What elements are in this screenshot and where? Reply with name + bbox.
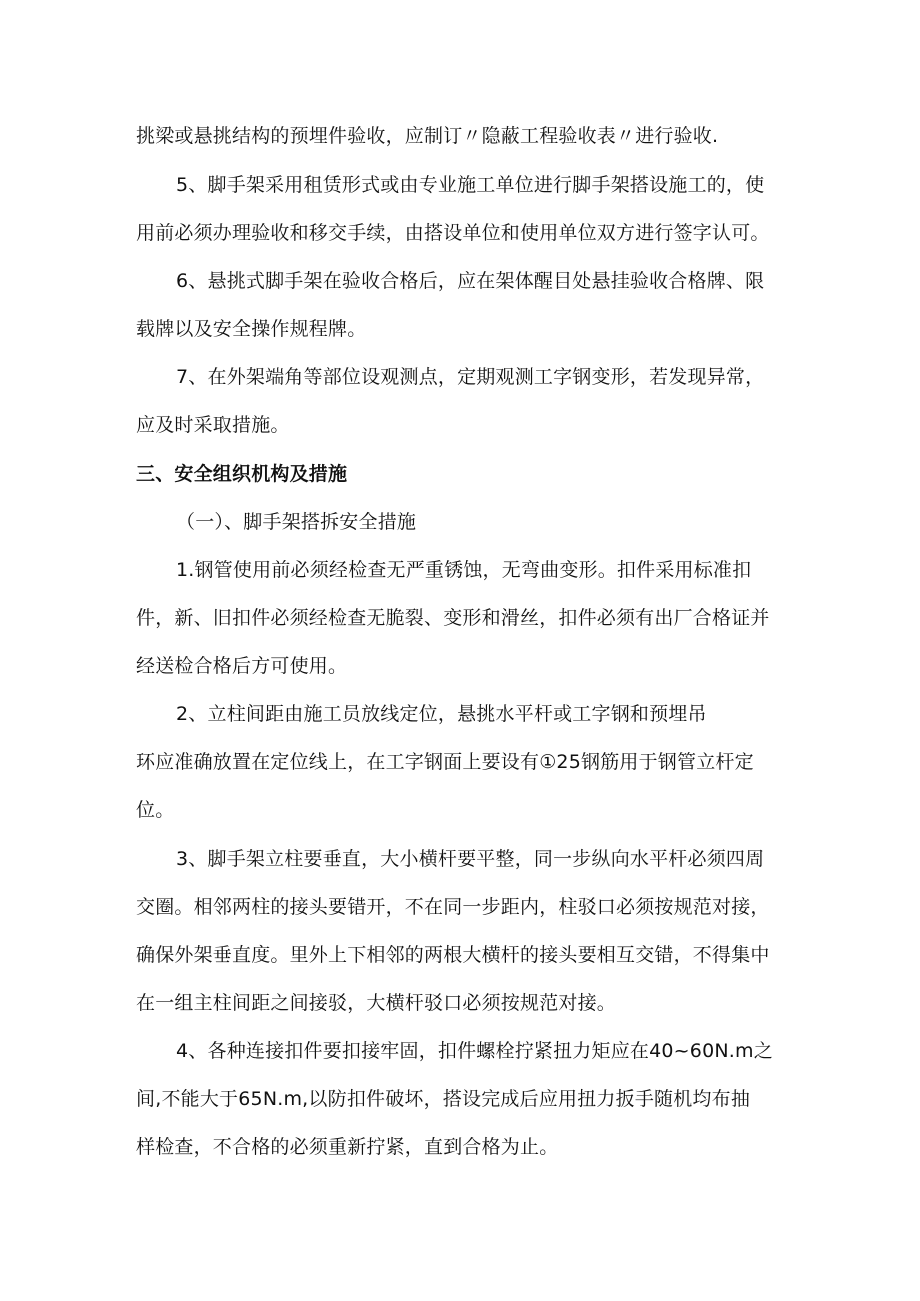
text-line: 件，新、旧扣件必须经检查无脆裂、变形和滑丝，扣件必须有出厂合格证并 (136, 607, 770, 629)
text-line: 载牌以及安全操作规程牌。 (136, 318, 367, 340)
text-line: 6、悬挑式脚手架在验收合格后，应在架体醒目处悬挂验收合格牌、限 (176, 270, 765, 292)
text-line: 样检查，不合格的必须重新拧紧，直到合格为止。 (136, 1136, 559, 1158)
text-line: 3、脚手架立柱要垂直，大小横杆要平整，同一步纵向水平杆必须四周 (176, 848, 765, 870)
text-line: 4、各种连接扣件要扣接牢固，扣件螺栓拧紧扭力矩应在40~60N.m之 (176, 1040, 773, 1062)
text-line: 应及时采取措施。 (136, 414, 290, 436)
text-line: 确保外架垂直度。里外上下相邻的两根大横杆的接头要相互交错，不得集中 (136, 944, 770, 966)
text-line: 在一组主柱间距之间接驳，大横杆驳口必须按规范对接。 (136, 992, 617, 1014)
text-line: 经送检合格后方可使用。 (136, 655, 348, 677)
text-line: 5、脚手架采用租赁形式或由专业施工单位进行脚手架搭设施工的，使 (176, 174, 765, 196)
text-line: 环应准确放置在定位线上，在工字钢面上要设有①25钢筋用于钢管立杆定 (136, 751, 754, 773)
text-line: 用前必须办理验收和移交手续，由搭设单位和使用单位双方进行签字认可。 (136, 222, 770, 244)
text-line: 2、立柱间距由施工员放线定位，悬挑水平杆或工字钢和预埋吊 (176, 703, 707, 725)
text-line: 挑梁或悬挑结构的预埋件验收，应制订〃隐蔽工程验收表〃进行验收. (136, 125, 719, 147)
text-line: 7、在外架端角等部位设观测点，定期观测工字钢变形，若发现异常， (176, 366, 765, 388)
text-line: 1.钢管使用前必须经检查无严重锈蚀，无弯曲变形。扣件采用标准扣 (176, 559, 752, 581)
section-heading: 三、安全组织机构及措施 (136, 463, 348, 485)
subsection-heading: （一）、脚手架搭拆安全措施 (176, 511, 417, 533)
text-line: 交圈。相邻两柱的接头要错开，不在同一步距内，柱驳口必须按规范对接， (136, 896, 770, 918)
text-line: 间,不能大于65N.m,以防扣件破坏，搭设完成后应用扭力扳手随机均布抽 (136, 1088, 751, 1110)
text-line: 位。 (136, 799, 175, 821)
